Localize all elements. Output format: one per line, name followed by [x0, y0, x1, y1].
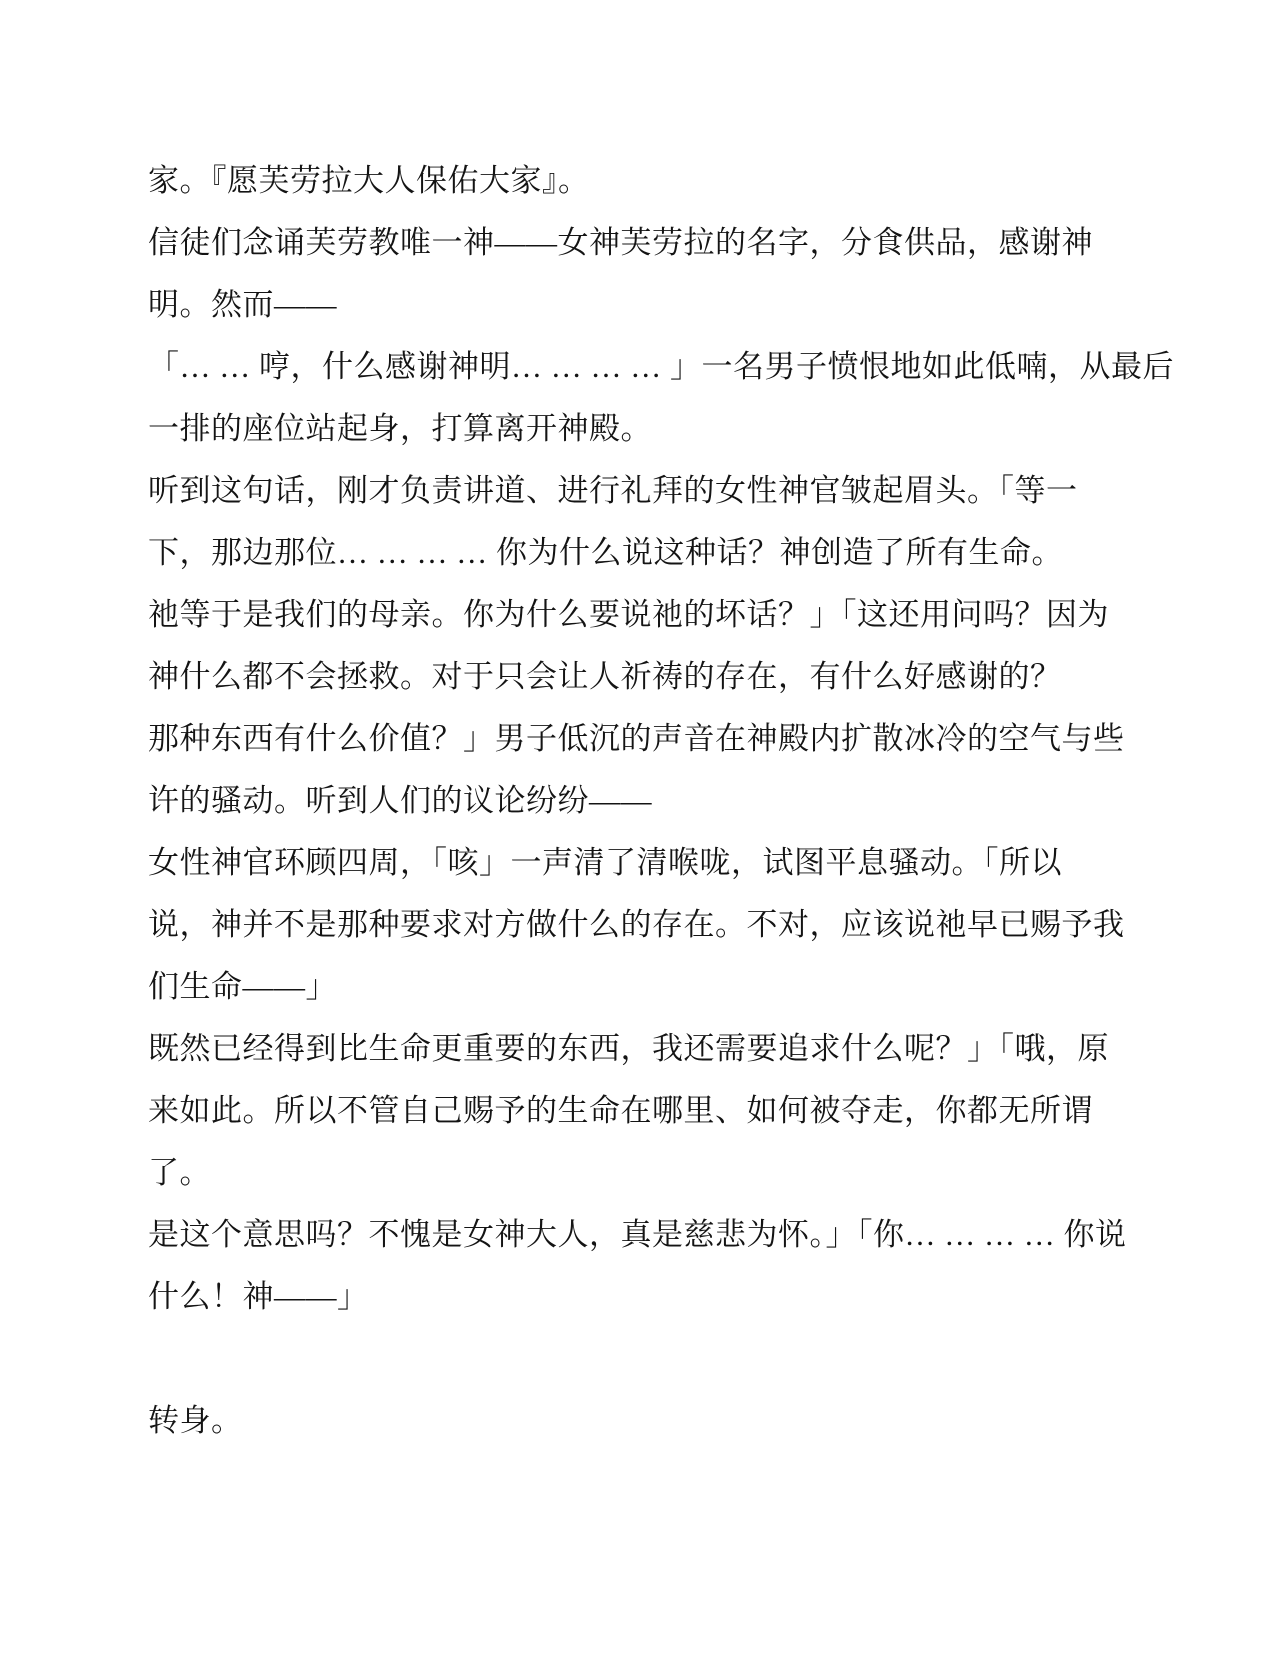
- text-line: 信徒们念诵芙劳教唯一神——女神芙劳拉的名字，分食供品，感谢神: [148, 225, 1093, 260]
- text-line: 「… … 哼，什么感谢神明… … … … 」一名男子愤恨地如此低喃，从最后: [148, 349, 1174, 384]
- text-line: 家。『愿芙劳拉大人保佑大家』。: [148, 163, 590, 198]
- text-line: 女性神官环顾四周，「咳」一声清了清喉咙，试图平息骚动。「所以: [148, 845, 1062, 880]
- blank-line: [148, 1328, 1180, 1390]
- text-line: 转身。: [148, 1403, 243, 1438]
- text-line: 什么！神——」: [148, 1279, 369, 1314]
- text-line: 是这个意思吗？不愧是女神大人，真是慈悲为怀。」「你… … … … 你说: [148, 1217, 1127, 1252]
- text-line: 祂等于是我们的母亲。你为什么要说祂的坏话？」「这还用问吗？因为: [148, 597, 1109, 632]
- text-line: 明。然而——: [148, 287, 337, 322]
- text-line: 听到这句话，刚才负责讲道、进行礼拜的女性神官皱起眉头。「等一: [148, 473, 1078, 508]
- text-line: 们生命——」: [148, 969, 337, 1004]
- text-line: 既然已经得到比生命更重要的东西，我还需要追求什么呢？」「哦，原: [148, 1031, 1109, 1066]
- text-line: 许的骚动。听到人们的议论纷纷——: [148, 783, 652, 818]
- text-line: 神什么都不会拯救。对于只会让人祈祷的存在，有什么好感谢的？: [148, 659, 1062, 694]
- text-line: 下，那边那位… … … … 你为什么说这种话？神创造了所有生命。: [148, 535, 1063, 570]
- text-line: 了。: [148, 1155, 211, 1190]
- text-line: 那种东西有什么价值？」男子低沉的声音在神殿内扩散冰冷的空气与些: [148, 721, 1125, 756]
- text-line: 一排的座位站起身，打算离开神殿。: [148, 411, 652, 446]
- text-line: 说，神并不是那种要求对方做什么的存在。不对，应该说祂早已赐予我: [148, 907, 1125, 942]
- text-line: 来如此。所以不管自己赐予的生命在哪里、如何被夺走，你都无所谓: [148, 1093, 1093, 1128]
